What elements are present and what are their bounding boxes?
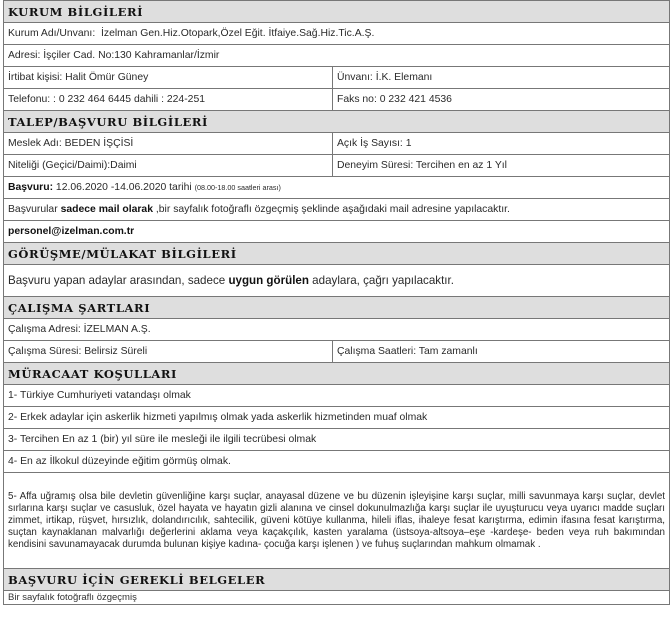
kurum-adi-row	[4, 23, 670, 45]
unvani: Ünvanı: İ.K. Elemanı	[333, 67, 670, 89]
irtibat-kisisi: İrtibat kişisi: Halit Ömür Güney	[4, 67, 333, 89]
muracaat-item: 3- Tercihen En az 1 (bir) yıl süre ile mesleği ile ilgili tecrübesi olmak	[4, 429, 670, 451]
section-kurum-title: KURUM BİLGİLERİ	[4, 1, 670, 23]
calisma-adresi: Çalışma Adresi: İZELMAN A.Ş.	[4, 319, 670, 341]
faks-no: Faks no: 0 232 421 4536	[333, 89, 670, 111]
email-cell	[4, 221, 670, 243]
telefon: Telefonu: : 0 232 464 6445 dahili : 224-251	[4, 89, 333, 111]
mail-text-post: ,bir sayfalık fotoğraflı özgeçmiş şeklinde aşağıdaki mail adresine yapılacaktır.	[152, 203, 510, 215]
kurum-adi-value: İzelman Gen.Hiz.Otopark,Özel Eğit. İtfaiye.Sağ.Hiz.Tic.A.Ş.	[101, 27, 375, 39]
muracaat-item: 4- En az İlkokul düzeyinde eğitim görmüş olmak.	[4, 451, 670, 473]
basvuru-tarihleri	[4, 177, 670, 199]
section-calisma-title: ÇALIŞMA ŞARTLARI	[4, 297, 670, 319]
mail-text-pre: Başvurular	[8, 203, 61, 215]
gorusme-text	[4, 265, 670, 297]
gorusme-text-post: adaylara, çağrı yapılacaktır.	[308, 273, 454, 287]
form-table	[3, 0, 670, 605]
muracaat-item-long: 5- Affa uğramış olsa bile devletin güvenliğine karşı suçlar, anayasal düzene ve bu düzenin işleyişine karşı suçlar, milli savunmaya karşı suçlar, devlet sırlarına karşı suçlar ve casusluk, özel hayata ve hayatın gizli alanına ve cinsel dokunulmazlığa karşı suçlar ile uyuşturucu veya uyarıcı madde suçları zimmet, irtikap, rüşvet, hırsızlık, dolandırıcılık, sahtecilik, güveni kötüye kullanma, hileli iflas, ihaleye fesat karıştırma, edimin ifasına fesat karıştırma, suçtan kaynaklanan malvarlığı değerlerini aklama veya kaçakçılık, kasten yaralama (üstsoya-altsoya–eşe -kardeşe- beden veya ruh bakımından kendisini savunamayacak durumda bulunan kişiye kadına- çocuğa karşı işlenen ) ve fuhuş suçlarından mahkum olmamak .	[4, 473, 670, 569]
section-belgeler-title: BAŞVURU İÇİN GEREKLİ BELGELER	[4, 569, 670, 591]
deneyim-suresi: Deneyim Süresi: Tercihen en az 1 Yıl	[333, 155, 670, 177]
section-muracaat-title: MÜRACAAT KOŞULLARI	[4, 363, 670, 385]
basvuru-label: Başvuru:	[8, 181, 54, 193]
calisma-suresi: Çalışma Süresi: Belirsiz Süreli	[4, 341, 333, 363]
muracaat-item: 1- Türkiye Cumhuriyeti vatandaşı olmak	[4, 385, 670, 407]
gorusme-text-pre: Başvuru yapan adaylar arasından, sadece	[8, 273, 229, 287]
email-link[interactable]: personel@izelman.com.tr	[8, 225, 135, 237]
mail-text-bold: sadece mail olarak	[60, 203, 153, 215]
meslek-adi: Meslek Adı: BEDEN İŞÇİSİ	[4, 133, 333, 155]
basvuru-yontemi	[4, 199, 670, 221]
basvuru-dates: 12.06.2020 -14.06.2020 tarihi	[53, 181, 195, 193]
gorusme-text-bold: uygun görülen	[228, 273, 309, 287]
basvuru-hours: (08.00-18.00 saatleri arası)	[194, 182, 281, 192]
kurum-adres: Adresi: İşçiler Cad. No:130 Kahramanlar/İzmir	[4, 45, 670, 67]
section-gorusme-title: GÖRÜŞME/MÜLAKAT BİLGİLERİ	[4, 243, 670, 265]
calisma-saatleri: Çalışma Saatleri: Tam zamanlı	[333, 341, 670, 363]
kurum-adi-label: Kurum Adı/Unvanı:	[8, 27, 96, 39]
niteligi: Niteliği (Geçici/Daimi):Daimi	[4, 155, 333, 177]
muracaat-item: 2- Erkek adaylar için askerlik hizmeti yapılmış olmak yada askerlik hizmetinden muaf olmak	[4, 407, 670, 429]
section-talep-title: TALEP/BAŞVURU BİLGİLERİ	[4, 111, 670, 133]
acik-is-sayisi: Açık İş Sayısı: 1	[333, 133, 670, 155]
belgeler-item: Bir sayfalık fotoğraflı özgeçmiş	[4, 591, 670, 605]
